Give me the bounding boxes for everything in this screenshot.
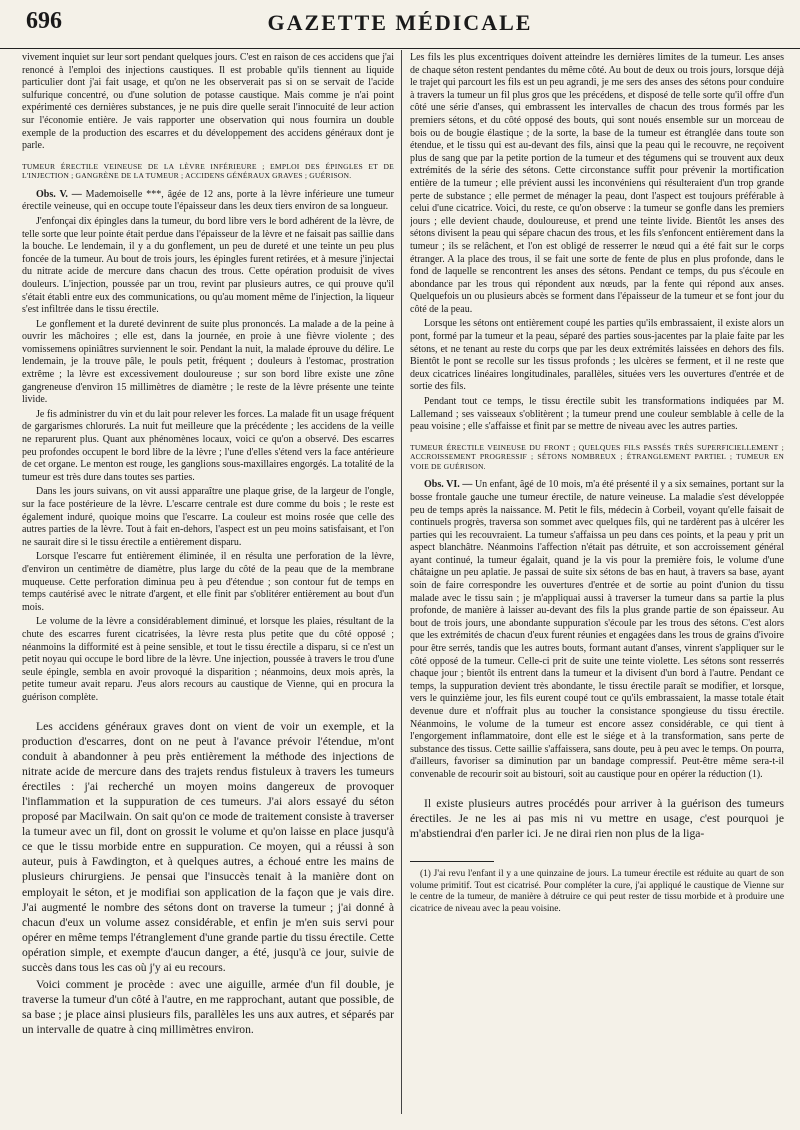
spacer [22,707,394,719]
journal-title: GAZETTE MÉDICALE [267,10,533,35]
paragraph: J'enfonçai dix épingles dans la tumeur, du bord libre vers le bord adhérent de la lèvre, de telle sorte que leur pointe était perdue dans l'épaisseur de la lèvre et ne faisait pas saillie dans la bouche. Le lendemain, il y a du gonflement, un peu de dureté et une teinte un peu plus foncée de la tumeur. Au bout de trois jours, les épingles furent retirées, et à mesure j'injectai du nitrate acide de mercure dans chacun des trous. Cette opération produisit de vives douleurs. L'injection, poussée par un trou, revint par plusieurs autres, ce qui prouve qu'il s'était établi entre eux des communications, ou qu'au moment même de l'injection, la liqueur s'est infiltrée dans le tissu érectile. [22,215,394,316]
paragraph: Pendant tout ce temps, le tissu érectile subit les transformations indiquées par M. Lallemand ; ses vaisseaux s'oblitèrent ; la tumeur prend une couleur semblable à celle de la peau voisine ; elle s'affaisse et finit par se mettre de niveau avec les autres parties. [410,396,784,433]
column-divider [401,50,402,1114]
paragraph: Lorsque l'escarre fut entièrement éliminée, il en résulta une perforation de la lèvre, d'environ un centimètre de diamètre, plus large du côté de la peau que de la membrane muqueuse. Cette perforation diminua peu à peu d'étendue ; son contour fut de temps en temps cautérisé avec le nitrate d'argent, et elle finit par s'oblitérer entièrement au bout d'un mois. [22,551,394,613]
observation-paragraph [410,479,784,781]
observation-text: Mademoiselle ***, âgée de 12 ans, porte à la lèvre inférieure une tumeur érectile veineuse, qui en occupe toute l'épaisseur dans les deux tiers environ de sa longueur. [22,188,394,213]
paragraph: Voici comment je procède : avec une aiguille, armée d'un fil double, je traverse la tumeur d'un côté à l'autre, en me rapprochant, autant que possible, de sa base ; je place ainsi plusieurs fils, parallèles les uns aux autres, et séparés par un intervalle de quatre à cinq millimètres environ. [22,978,394,1037]
page-number: 696 [26,8,62,34]
footnote: (1) J'ai revu l'enfant il y a une quinzaine de jours. La tumeur érectile est réduite au quart de son volume primitif. Tout est cicatrisé. Pour compléter la cure, j'ai appliqué le caustique de Vienne sur le centre de la tumeur, de manière à détruire ce qui peut rester de tissu morbide et à produire une cicatrice de niveau avec la peau voisine. [410,868,784,915]
left-column [22,52,394,1112]
paragraph: Lorsque les sétons ont entièrement coupé les parties qu'ils embrassaient, il existe alors un pont, formé par la tumeur et la peau, séparé des parties sous-jacentes par la plaie faite par les sétons, et ne tenant au reste du corps que par les deux extrémités laissées en dehors des fils. Bientôt le pont se recolle sur les tissus profonds ; les ulcères se ferment, et il ne reste que deux cicatrices linéaires longitudinales, parallèles, situées vers les ouvertures d'entrée et de sortie des fils. [410,318,784,393]
paragraph: Dans les jours suivans, on vit aussi apparaître une plaque grise, de la largeur de l'ongle, sur la face postérieure de la lèvre. L'escarre centrale est dure comme du bois ; le reste est également induré, quoique moins que l'escarre. La couleur est moins rosée que celle des autres parties de la lèvre. Tout à fait en-dehors, l'aspect est un peu moins satisfaisant, et l'on ne saurait dire si le tissu érectile a entièrement disparu. [22,486,394,548]
observation-paragraph [22,189,394,214]
paragraph: Il existe plusieurs autres procédés pour arriver à la guérison des tumeurs érectiles. Je ne les ai pas mis ni vu mettre en usage, c'est pourquoi je m'abstiendrai d'en parler ici. Je ne dirai rien non plus de la liga- [410,796,784,840]
page-header [0,0,800,49]
observation-heading: TUMEUR ÉRECTILE VEINEUSE DU FRONT ; QUELQUES FILS PASSÉS TRÈS SUPERFICIELLEMENT ; ACCROISSEMENT PROGRESSIF ; SÉTONS NOMBREUX ; ÉTRANGLEMENT PARTIEL ; TUMEUR EN VOIE DE GUÉRISON. [410,442,784,471]
observation-label: Obs. V. — [36,188,82,200]
paragraph: vivement inquiet sur leur sort pendant quelques jours. C'est en raison de ces accidens que j'ai renoncé à l'emploi des injections caustiques. Il est probable qu'ils tiennent au liquide particulier dont j'ai fait usage, et qu'on ne les observerait pas si on se servait de l'acide sulfurique concentré, ou d'une solution de potasse caustique. Mais comme je n'ai point expérimenté ces dernières substances, je ne puis dire quelle serait l'innocuité de leur action sur l'économie entière. Je vais rapporter une observation qui nous fournira un double exemple de la production des escarres et du développement des accidens généraux dont je parle. [22,52,394,152]
observation-text: Un enfant, âgé de 10 mois, m'a été présenté il y a six semaines, portant sur la bosse frontale gauche une tumeur érectile, de nature veineuse. La maladie s'est développée peu de temps après la naissance. M. Petit le fils, médecin à Corbeil, voyant qu'elle faisait de continuels progrès, traversa son sommet avec quelques fils, qui ne tardèrent pas à ulcérer les parties qui les recouvraient. La tumeur s'affaissa un peu dans ces points, et la peau y prit un aspect blanchâtre. Néanmoins l'affection n'était pas détruite, et son accroissement général ayant continué, la tumeur égalait, quand je la vis pour la première fois, le volume d'une châtaigne un peu aplatie. Je passai de suite six sétons de bas en haut, à travers sa base, ayant soin de faire correspondre les ouvertures d'entrée et de sortie au point d'union du tissu malade avec le tissu sain ; je m'appliquai aussi à traverser la tumeur dans sa partie la plus profonde, de manière à laisser au-devant des fils la plus grande partie de son épaisseur. Au bout de trois jours, une abondante suppuration s'écoule par les trous des sétons. C'est alors que les extrémités de chacun d'eux furent réunies et engagées dans les trous de grains d'ivoire pour être serrés, tandis que les autres bouts, formant autant d'anses, vinrent s'appliquer sur le côté opposé de la tumeur. Celle-ci prit de suite une teinte violette. Les sétons sont resserrés chaque jour ; bientôt ils entrent dans la tumeur et la divisent d'un bord à l'autre. Pendant ce temps, la suppuration devient très abondante, le tissu érectile paraît se modifier, et lorsque, vers le quinzième jour, les fils eurent coupé tout ce qu'ils embrassaient, la masse totale était devenue dure et n'offrait plus au toucher la consistance spongieuse du tissu érectile. Néanmoins, le volume de la tumeur est encore assez considérable, ce qui tient à l'engorgement inflammatoire, dont elle est le siége et à la transformation, sans perte de substance des tissus. Cette saillie s'affaissera, sans doute, peu à peu avec le temps. On pourra, d'ailleurs, favoriser sa diminution par un bandage compressif. Peut-être même sera-t-il convenable de recourir soit au bistouri, soit au caustique pour en opérer la réduction (1). [410,479,784,780]
spacer [410,784,784,796]
observation-heading: TUMEUR ÉRECTILE VEINEUSE DE LA LÈVRE INFÉRIEURE ; EMPLOI DES ÉPINGLES ET DE L'INJECTION ; GANGRÈNE DE LA TUMEUR ; ACCIDENS GÉNÉRAUX GRAVES ; GUÉRISON. [22,161,394,181]
observation-label: Obs. VI. — [424,479,473,491]
paragraph: Le gonflement et la dureté devinrent de suite plus prononcés. La malade a de la peine à ouvrir les mâchoires ; elle est, dans la journée, en proie à une fièvre violente ; des vomissemens opiniâtres surviennent le soir. Pendant la nuit, la malade éprouve du délire. Le lendemain, je la trouve pâle, le pouls petit, fréquent ; douleurs à l'estomac, prostration extrême ; la lèvre est excessivement douloureuse ; sur son bord libre existe une zône gangreneuse d'environ 15 millimètres de diamètre ; le reste de la lèvre présente une teinte livide. [22,318,394,406]
right-column [410,52,784,1112]
paragraph: Les fils les plus excentriques doivent atteindre les dernières limites de la tumeur. Les anses de chaque séton restent pendantes du même côté. Au bout de deux ou trois jours, lorsque déjà le trajet qui parcourt les fils est un peu agrandi, je me sers des anses des sétons pour conduire à travers la tumeur un fil plus gros que les précédens, et disposé de telle sorte qu'il offre d'un côté une série d'anses, qui embrassent les intervalles de chacun des trous formés par les premiers sétons, et du côté opposé des bouts, qui sont noués ensemble sur un morceau de bois ou de bougie élastique ; de la sorte, la base de la tumeur est étranglée dans toute son étendue, et le tissu qui est au-devant des fils, ainsi que la peau qui le recouvre, ne reçoivent plus de sang que par la petite portion de la tumeur et des tégumens qui se trouvent aux deux extrémités de la série des sétons. Cette circonstance suffit pour prévenir la mortification entière de la tumeur ; elle prévient aussi les inconvéniens qui résulteraient d'un trop grande perte de substance ; elle permet de ménager la peau, dont l'aspect est toujours préférable à celui d'une cicatrice. Voici, du reste, ce qu'on observe : la tumeur se gonfle dans les premiers jours ; elle devient chaude, douloureuse, et prend une teinte livide. Bientôt les anses des sétons divisent la peau qui sépare chacun des trous, et les fils s'enfoncent entièrement dans la tumeur ; ils se relâchent, et l'on est obligé de resserrer le nœud qui a été fait sur le corps étranger. A la place des trous, il se fait une sorte de fente de plus en plus profonde, dans le fond de laquelle se rencontrent les anses des sétons. Pendant ce temps, du pus s'écoule en abondance par les trous qui répondent aux nœuds, par la fente qui répond aux anses. Quelquefois un ou plusieurs abcès se forment dans l'épaisseur de la tumeur et se font jour du côté de la peau. [410,52,784,315]
paragraph: Le volume de la lèvre a considérablement diminué, et lorsque les plaies, résultant de la chute des escarres furent cicatrisées, la lèvre resta plus petite que du côté opposé ; néanmoins la difformité est à peine sensible, et tout le tissu érectile a disparu, si ce n'est un petit noyau qui occupe le bord libre de la lèvre. Une injection, poussée à travers le trou d'une seule épingle, sembla en avoir provoqué la disparition ; néanmoins, deux mois après, la petite tumeur avait reparu. J'eus alors recours au caustique de Vienne, qui en procura la guérison complète. [22,616,394,703]
footnote-rule [410,861,494,862]
paragraph: Je fis administrer du vin et du lait pour relever les forces. La malade fit un usage fréquent de gargarismes chlorurés. La nuit fut meilleure que la précédente ; les accidens de la veille ne reparurent plus. Quant aux phénomènes locaux, voici ce qu'on a observé. Des escarres peu profondes occupent le bord libre de la lèvre ; l'une d'elles s'étend vers la face antérieure de cet organe. Le menton est rouge, les ganglions sous-maxillaires engorgés. La totalité de la tumeur est très dure dans toutes ses parties. [22,408,394,483]
paragraph: Les accidens généraux graves dont on vient de voir un exemple, et la production d'escarres, dont on ne peut à l'avance prévoir l'étendue, m'ont conduit à abandonner à peu près entièrement la méthode des injections de nitrate acide de mercure dans des trajets rendus fistuleux à travers les tumeurs érectiles : j'ai recherché un moyen moins dangereux de provoquer l'inflammation et la suppuration de ces tumeurs. J'ai alors essayé du séton proposé par Macilwain. On sait qu'on ce mode de traitement consiste à traverser la tumeur avec un fil, dont on grossit le volume et qu'on laisse en place jusqu'à ce que le tissu morbide entre en suppuration. Ce moyen, qui a réussi à son auteur, puis à Fawdington, et à quelques autres, a échoué entre les mains de plusieurs chirurgiens. Je pensai que l'insuccès tenait à la manière dont on employait le séton, et je modifiai son application de la façon que je vais dire. J'ai augmenté le nombre des sétons dont on traverse la tumeur ; j'ai donné à chacun d'eux un volume assez considérable, et enfin je m'en suis servi pour opérer en même temps l'étranglement d'une grande partie du tissu érectile. Cette opération simple, et exempte d'aucun danger, a été, jusqu'à ce jour, suivie de succès dans tous les cas où j'y ai eu recours. [22,719,394,974]
